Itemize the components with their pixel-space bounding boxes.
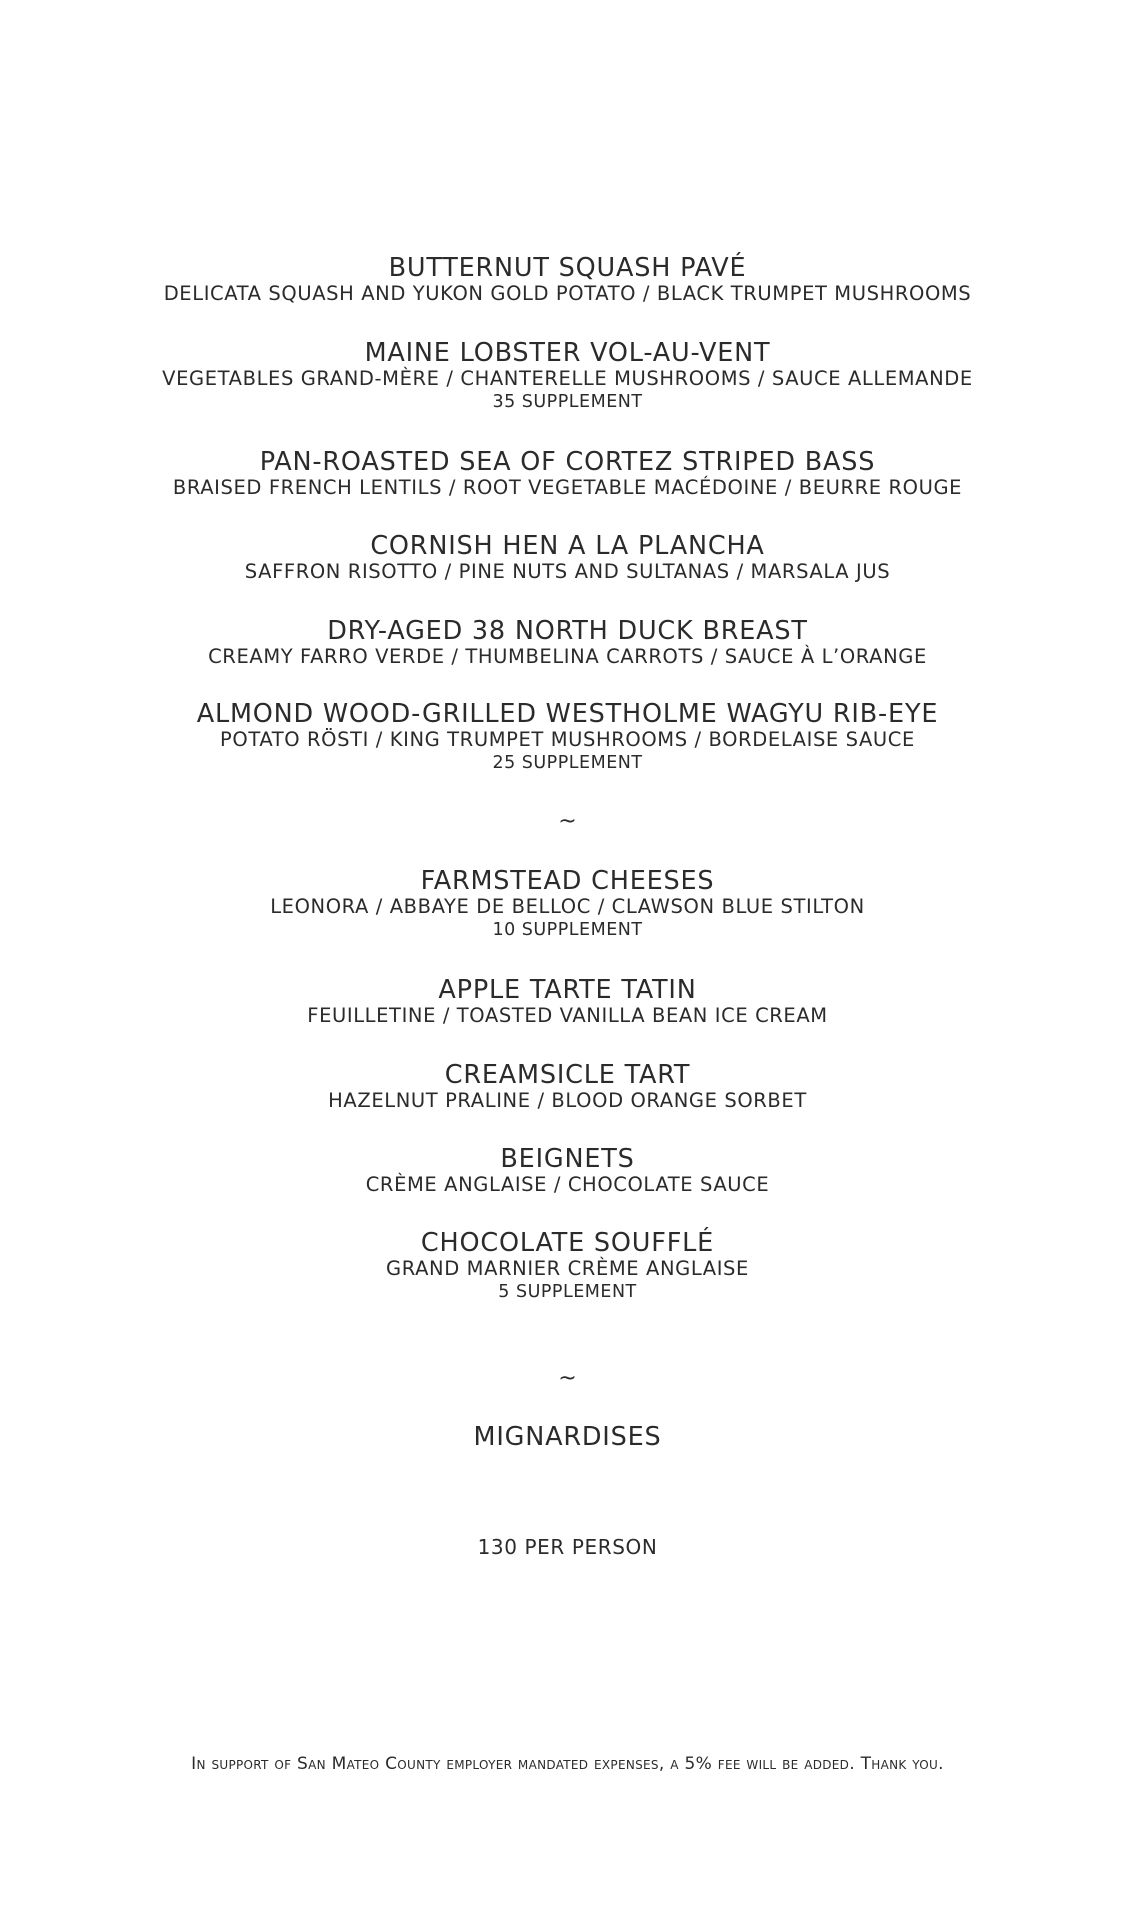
dish-title: CHOCOLATE SOUFFLÉ [420, 1228, 715, 1258]
price-per-person: 130 PER PERSON [477, 1535, 658, 1559]
dish-supplement: 35 SUPPLEMENT [492, 392, 643, 412]
menu-item-farmstead-cheeses [0, 867, 1135, 941]
dish-title: ALMOND WOOD-GRILLED WESTHOLME WAGYU RIB-EYE [196, 699, 939, 729]
dish-title: FARMSTEAD CHEESES [420, 866, 715, 896]
menu-item-mignardises [0, 1423, 1135, 1451]
dish-title: PAN-ROASTED SEA OF CORTEZ STRIPED BASS [259, 447, 876, 477]
menu-item-maine-lobster [0, 339, 1135, 413]
dish-description: LEONORA / ABBAYE DE BELLOC / CLAWSON BLUE STILTON [270, 895, 865, 918]
section-separator: ~ [558, 809, 577, 834]
menu-item-butternut-squash [0, 254, 1135, 306]
menu-item-duck-breast [0, 617, 1135, 669]
dish-description: FEUILLETINE / TOASTED VANILLA BEAN ICE CREAM [307, 1004, 828, 1027]
footer-note: In support of San Mateo County employer mandated expenses, a 5% fee will be added. Thank you. [191, 1754, 944, 1774]
menu-item-chocolate-souffle [0, 1229, 1135, 1303]
dish-title: APPLE TARTE TATIN [438, 975, 697, 1005]
dish-description: VEGETABLES GRAND-MÈRE / CHANTERELLE MUSHROOMS / SAUCE ALLEMANDE [162, 367, 973, 390]
section-separator: ~ [558, 1366, 577, 1391]
dish-supplement: 5 SUPPLEMENT [498, 1282, 637, 1302]
dish-supplement: 25 SUPPLEMENT [492, 753, 643, 773]
menu-item-creamsicle-tart [0, 1061, 1135, 1113]
dish-description: CREAMY FARRO VERDE / THUMBELINA CARROTS / SAUCE À L’ORANGE [208, 645, 927, 668]
menu-item-cornish-hen [0, 532, 1135, 584]
dish-title: CREAMSICLE TART [444, 1060, 691, 1090]
menu-item-striped-bass [0, 448, 1135, 500]
dish-description: DELICATA SQUASH AND YUKON GOLD POTATO / BLACK TRUMPET MUSHROOMS [163, 282, 972, 305]
dish-description: BRAISED FRENCH LENTILS / ROOT VEGETABLE MACÉDOINE / BEURRE ROUGE [172, 476, 963, 499]
dish-description: HAZELNUT PRALINE / BLOOD ORANGE SORBET [328, 1089, 807, 1112]
dish-title: BUTTERNUT SQUASH PAVÉ [388, 253, 747, 283]
dish-supplement: 10 SUPPLEMENT [492, 920, 643, 940]
dish-title: DRY-AGED 38 NORTH DUCK BREAST [327, 616, 808, 646]
dish-title: BEIGNETS [500, 1144, 635, 1174]
mignardises-title: MIGNARDISES [473, 1422, 662, 1452]
menu-item-wagyu-rib-eye [0, 700, 1135, 774]
menu-item-beignets [0, 1145, 1135, 1197]
menu-item-apple-tarte-tatin [0, 976, 1135, 1028]
dish-title: CORNISH HEN A LA PLANCHA [370, 531, 765, 561]
dish-title: MAINE LOBSTER VOL-AU-VENT [364, 338, 771, 368]
dish-description: GRAND MARNIER CRÈME ANGLAISE [386, 1257, 749, 1280]
dish-description: CRÈME ANGLAISE / CHOCOLATE SAUCE [365, 1173, 770, 1196]
dish-description: SAFFRON RISOTTO / PINE NUTS AND SULTANAS / MARSALA JUS [244, 560, 891, 583]
dish-description: POTATO RÖSTI / KING TRUMPET MUSHROOMS / BORDELAISE SAUCE [220, 728, 915, 751]
